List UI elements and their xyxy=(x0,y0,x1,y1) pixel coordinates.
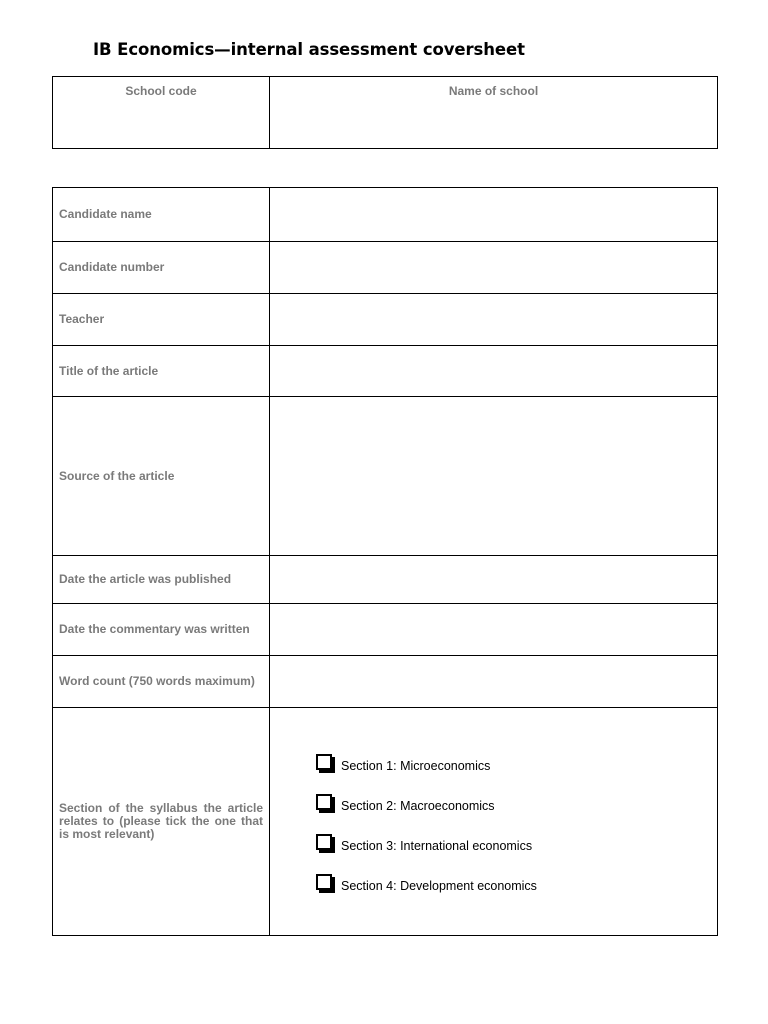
syllabus-section-label: Section of the syllabus the article relates to (please tick the one that is most relevant) xyxy=(53,708,270,936)
school-name-label: Name of school xyxy=(448,84,539,98)
section-option-label: Section 2: Macroeconomics xyxy=(341,798,495,813)
school-code-cell[interactable] xyxy=(53,77,270,149)
checkbox-icon[interactable] xyxy=(316,834,332,850)
candidate-name-label: Candidate name xyxy=(53,188,270,242)
school-info-table xyxy=(52,76,718,149)
article-title-label: Title of the article xyxy=(53,346,270,397)
section-option-label: Section 4: Development economics xyxy=(341,878,537,893)
teacher-field[interactable] xyxy=(270,294,718,346)
candidate-number-field[interactable] xyxy=(270,242,718,294)
date-written-label: Date the commentary was written xyxy=(53,604,270,656)
date-written-field[interactable] xyxy=(270,604,718,656)
article-source-label: Source of the article xyxy=(53,397,270,556)
candidate-info-table xyxy=(52,187,718,936)
section-option[interactable] xyxy=(316,866,717,906)
section-option[interactable] xyxy=(316,826,717,866)
article-title-field[interactable] xyxy=(270,346,718,397)
checkbox-icon[interactable] xyxy=(316,794,332,810)
checkbox-icon[interactable] xyxy=(316,754,332,770)
teacher-label: Teacher xyxy=(53,294,270,346)
word-count-field[interactable] xyxy=(270,656,718,708)
page-title: IB Economics—internal assessment coversheet xyxy=(93,40,525,59)
school-code-label: School code xyxy=(125,84,197,98)
candidate-number-label: Candidate number xyxy=(53,242,270,294)
date-published-field[interactable] xyxy=(270,556,718,604)
section-option[interactable] xyxy=(316,746,717,786)
section-option[interactable] xyxy=(316,786,717,826)
syllabus-section-options xyxy=(270,708,718,936)
section-option-label: Section 1: Microeconomics xyxy=(341,758,491,773)
candidate-name-field[interactable] xyxy=(270,188,718,242)
checkbox-icon[interactable] xyxy=(316,874,332,890)
section-option-label: Section 3: International economics xyxy=(341,838,533,853)
date-published-label: Date the article was published xyxy=(53,556,270,604)
school-name-cell[interactable] xyxy=(270,77,718,149)
word-count-label: Word count (750 words maximum) xyxy=(53,656,270,708)
article-source-field[interactable] xyxy=(270,397,718,556)
